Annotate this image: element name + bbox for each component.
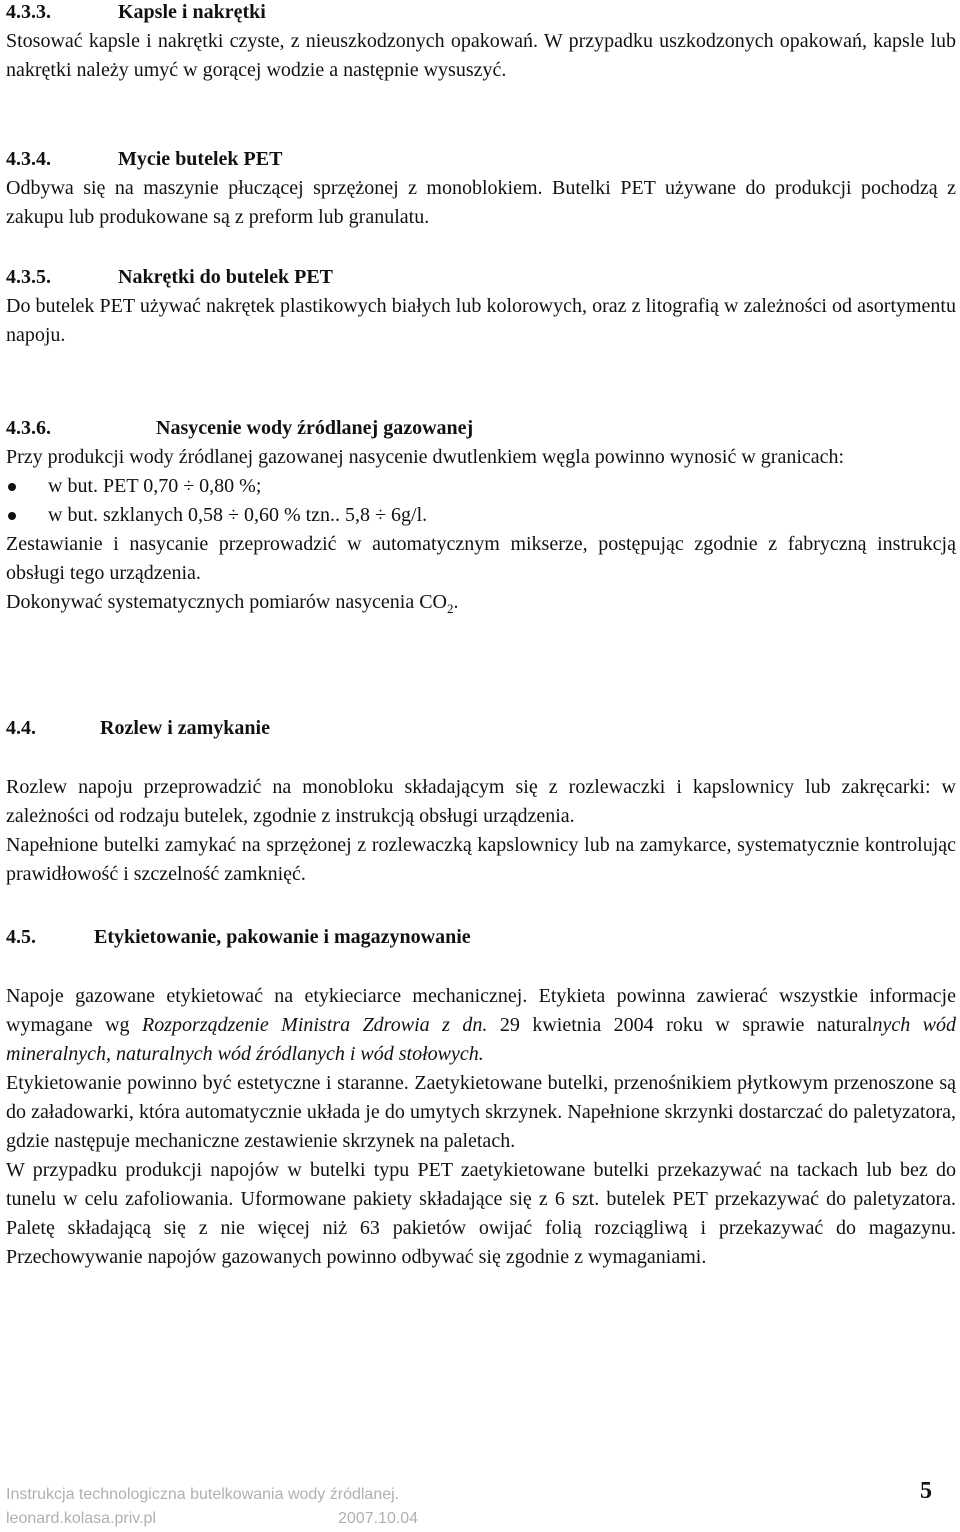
section-heading: 4.3.6. Nasycenie wody źródlanej gazowanej <box>6 417 474 439</box>
paragraph: Etykietowanie powinno być estetyczne i staranne. Zaetykietowane butelki, przenośnikiem płytkowym przenoszone są do załadowarki, która automatycznie układa je do umytych skrzynek. Napełnione skrzynki dostarczać do paletyzatora, gdzie następuje mechaniczne zestawienie skrzynek na paletach. <box>6 1072 956 1152</box>
paragraph: W przypadku produkcji napojów w butelki typu PET zaetykietowane butelki przekazywać na tackach lub bez do tunelu w celu zafoliowania. Uformowane pakiety składające się z 6 szt. butelek PET przekazywać do paletyzatora. Paletę składającą się z nie więcej niż 63 pakietów owijać folią rozciągliwą i przekazywać do magazynu. Przechowywanie napojów gazowanych powinno odbywać się zgodnie z wymaganiami. <box>6 1159 956 1268</box>
footer-site: leonard.kolasa.priv.pl <box>6 1510 157 1527</box>
section-4-3-4 <box>6 145 956 232</box>
section-4-5-body <box>6 982 956 1272</box>
section-4-3-6 <box>6 414 956 617</box>
paragraph: Rozlew napoju przeprowadzić na monobloku składającym się z rozlewaczki i kapslownicy lub zakręcarki: w zależności od rodzaju butelek, zgodnie z instrukcją obsługi urządzenia. <box>6 776 956 827</box>
list-item: w but. szklanych 0,58 ÷ 0,60 % tzn.. 5,8 ÷ 6g/l. <box>6 501 956 530</box>
paragraph: Odbywa się na maszynie płuczącej sprzężonej z monoblokiem. Butelki PET używane do produkcji pochodzą z zakupu lub produkowane są z preform lub granulatu. <box>6 177 956 228</box>
paragraph: Do butelek PET używać nakrętek plastikowych białych lub kolorowych, oraz z litografią w zależności od asortymentu napoju. <box>6 295 956 346</box>
section-heading: 4.3.3. Kapsle i nakrętki <box>6 1 266 23</box>
paragraph: Przy produkcji wody źródlanej gazowanej nasycenie dwutlenkiem węgla powinno wynosić w granicach: <box>6 446 845 468</box>
footer-title: Instrukcja technologiczna butelkowania wody źródlanej. <box>6 1486 400 1503</box>
section-4-5 <box>6 923 956 952</box>
paragraph: Dokonywać systematycznych pomiarów nasycenia $CO_2$. <box>6 591 459 616</box>
section-heading: 4.5. Etykietowanie, pakowanie i magazynowanie <box>6 926 471 948</box>
section-heading: 4.3.5. Nakrętki do butelek PET <box>6 266 334 288</box>
section-4-4-body <box>6 773 956 889</box>
section-4-3-3 <box>6 0 956 85</box>
section-heading: 4.4. Rozlew i zamykanie <box>6 717 270 739</box>
bullet-list <box>6 472 956 530</box>
list-item: w but. PET 0,70 ÷ 0,80 %; <box>6 472 956 501</box>
section-4-3-5 <box>6 263 956 350</box>
paragraph: Zestawianie i nasycanie przeprowadzić w automatycznym mikserze, postępując zgodnie z fabryczną instrukcją obsługi tego urządzenia. <box>6 533 956 584</box>
page-number: 5 <box>920 1478 932 1504</box>
section-4-4 <box>6 714 956 743</box>
footer-date: 2007.10.04 <box>338 1510 419 1527</box>
paragraph: Stosować kapsle i nakrętki czyste, z nieuszkodzonych opakowań. W przypadku uszkodzonych opakowań, kapsle lub nakrętki należy umyć w gorącej wodzie a następnie wysuszyć. <box>6 30 956 81</box>
section-heading: 4.3.4. Mycie butelek PET <box>6 148 283 170</box>
paragraph: Napoje gazowane etykietować na etykieciarce mechanicznej. Etykieta powinna zawierać wszystkie informacje wymagane wg Rozporządzenie Ministra Zdrowia z dn. 29 kwietnia 2004 roku w sprawie naturalnych wód mineralnych, naturalnych wód źródlanych i wód stołowych. <box>6 985 957 1065</box>
paragraph: Napełnione butelki zamykać na sprzężonej z rozlewaczką kapslownicy lub na zamykarce, systematycznie kontrolując prawidłowość i szczelność zamknięć. <box>6 834 956 885</box>
